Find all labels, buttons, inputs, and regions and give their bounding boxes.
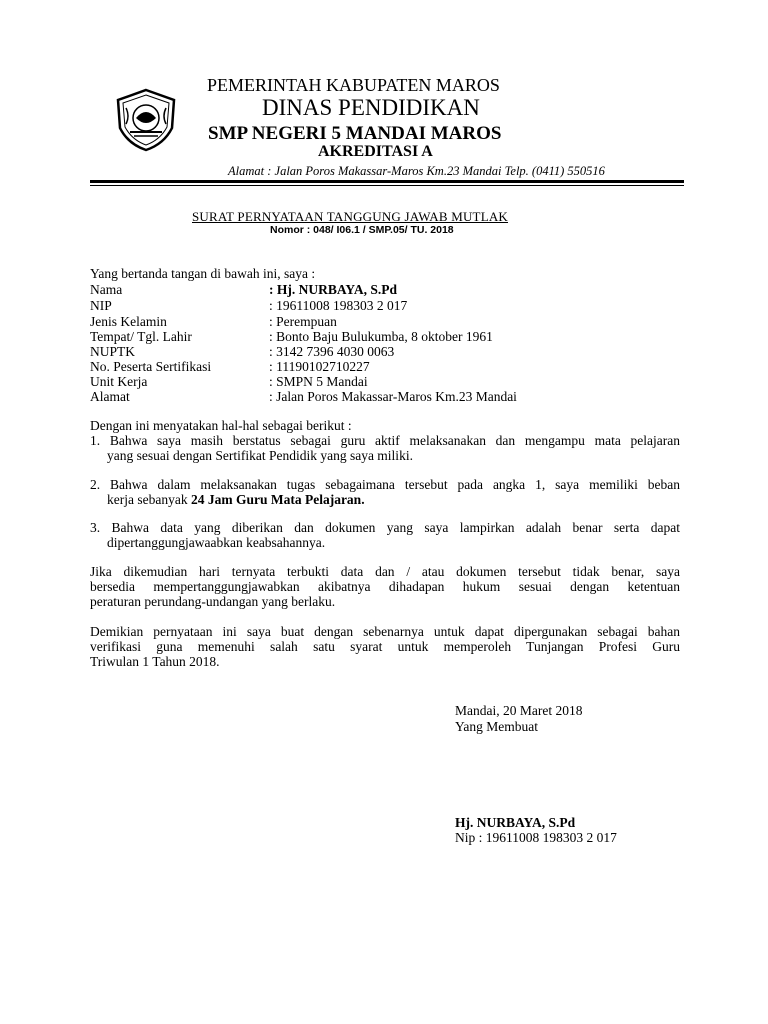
field-label-nip: NIP [90, 298, 112, 313]
field-value-unit: : SMPN 5 Mandai [269, 374, 368, 389]
field-label-certification: No. Peserta Sertifikasi [90, 359, 212, 374]
paragraph-demikian-line-1: Demikian pernyataan ini saya buat dengan sebenarnya untuk dapat dipergunakan sebagai bahan [90, 624, 680, 639]
field-value-nip: : 19611008 198303 2 017 [269, 298, 408, 313]
letterhead-thin-rule [90, 185, 684, 186]
paragraph-jika-line-1: Jika dikemudian hari ternyata terbukti data dan / atau dokumen tersebut tidak benar, saya [90, 564, 680, 579]
point-3-line-2: dipertanggungjawaabkan keabsahannya. [107, 535, 326, 550]
field-value-gender: : Perempuan [269, 314, 337, 329]
paragraph-jika-line-3: peraturan perundang-undangan yang berlaku. [90, 594, 336, 609]
document-number: Nomor : 048/ I06.1 / SMP.05/ TU. 2018 [270, 224, 454, 236]
paragraph-demikian-line-3: Triwulan 1 Tahun 2018. [90, 654, 220, 669]
point-1-line-2: yang sesuai dengan Sertifikat Pendidik yang saya miliki. [107, 448, 413, 463]
statement-intro: Dengan ini menyatakan hal-hal sebagai berikut : [90, 418, 352, 433]
point-2-hours-emphasis: 24 Jam Guru Mata Pelajaran. [190, 492, 365, 507]
point-2-line-2 [107, 492, 365, 508]
signature-name: Hj. NURBAYA, S.Pd [455, 815, 576, 830]
field-value-birth: : Bonto Baju Bulukumba, 8 oktober 1961 [269, 329, 493, 344]
point-3-line-1: 3. Bahwa data yang diberikan dan dokumen yang saya lampirkan adalah benar serta dapat [90, 520, 680, 535]
field-value-certification: : 11190102710227 [269, 359, 370, 374]
field-label-address: Alamat [90, 389, 130, 404]
signature-place-date: Mandai, 20 Maret 2018 [455, 703, 583, 718]
paragraph-jika-line-2: bersedia mempertanggungjawabkan akibatnya dihadapan hukum sesuai dengan ketentuan [90, 579, 680, 594]
field-label-gender: Jenis Kelamin [90, 314, 167, 329]
field-label-unit: Unit Kerja [90, 374, 148, 389]
field-value-nama: : Hj. NURBAYA, S.Pd [269, 282, 398, 297]
letterhead-government: PEMERINTAH KABUPATEN MAROS [207, 75, 500, 95]
signature-role: Yang Membuat [455, 719, 539, 734]
intro-text: Yang bertanda tangan di bawah ini, saya : [90, 266, 316, 281]
field-value-address: : Jalan Poros Makassar-Maros Km.23 Mandai [269, 389, 517, 404]
document-title: SURAT PERNYATAAN TANGGUNG JAWAB MUTLAK [192, 209, 509, 224]
letterhead-accreditation: AKREDITASI A [318, 143, 433, 160]
letterhead-thick-rule [90, 180, 684, 183]
point-1-line-1: 1. Bahwa saya masih berstatus sebagai guru aktif melaksanakan dan mengampu mata pelajaran [90, 433, 680, 448]
field-label-nama: Nama [90, 282, 123, 297]
field-label-birth: Tempat/ Tgl. Lahir [90, 329, 192, 344]
point-2-text: kerja sebanyak [107, 492, 191, 507]
signature-nip: Nip : 19611008 198303 2 017 [455, 830, 617, 845]
regency-emblem-logo [112, 88, 180, 152]
letterhead-school: SMP NEGERI 5 MANDAI MAROS [208, 123, 502, 144]
point-2-line-1: 2. Bahwa dalam melaksanakan tugas sebagaimana tersebut pada angka 1, saya memiliki beban [90, 477, 680, 492]
letterhead-address: Alamat : Jalan Poros Makassar-Maros Km.23 Mandai Telp. (0411) 550516 [228, 164, 605, 178]
letterhead-agency: DINAS PENDIDIKAN [262, 95, 480, 120]
field-value-nuptk: : 3142 7396 4030 0063 [269, 344, 395, 359]
paragraph-demikian-line-2: verifikasi guna memenuhi salah satu syarat untuk memperoleh Tunjangan Profesi Guru [90, 639, 680, 654]
field-label-nuptk: NUPTK [90, 344, 136, 359]
